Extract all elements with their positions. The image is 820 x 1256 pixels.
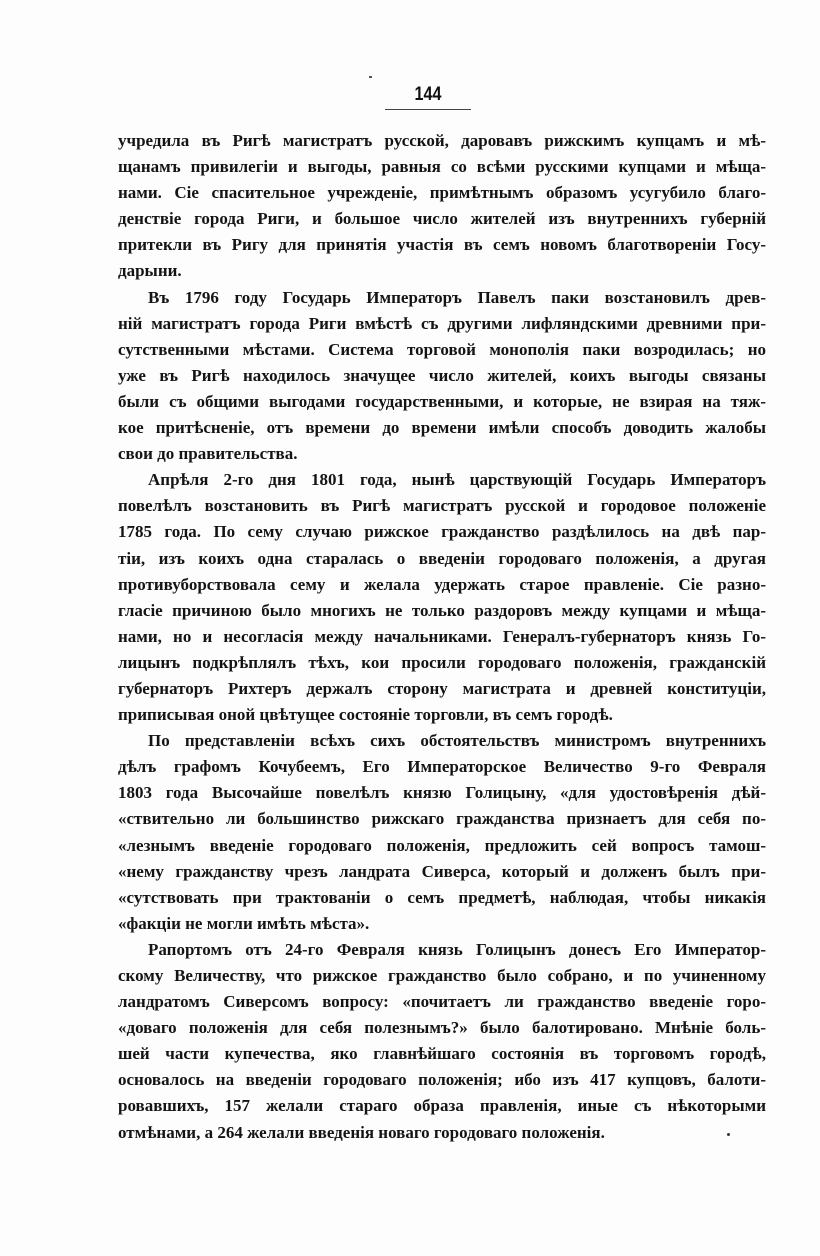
paragraph bbox=[118, 128, 766, 285]
page-number: 144 bbox=[414, 84, 442, 105]
text-line: 1803 года Высочайше повелѣлъ князю Голицыну, «для удостовѣренія дѣй- bbox=[118, 783, 766, 803]
text-line: кое притѣсненіе, отъ времени до времени имѣли способъ доводить жалобы bbox=[118, 418, 766, 438]
paragraph bbox=[118, 285, 766, 468]
text-line: основалось на введеніи городоваго положенія; ибо изъ 417 купцовъ, балоти- bbox=[118, 1070, 766, 1090]
paragraph bbox=[118, 467, 766, 728]
text-line: По представленіи всѣхъ сихъ обстоятельствъ министромъ внутреннихъ bbox=[148, 731, 766, 751]
text-line: «нему гражданству чрезъ ландрата Сиверса, который и долженъ былъ при- bbox=[118, 861, 766, 881]
print-speck bbox=[369, 76, 372, 78]
text-line: лицынъ подкрѣплялъ тѣхъ, кои просили городоваго положенія, гражданскій bbox=[118, 652, 766, 672]
text-line: притекли въ Ригу для принятія участія въ семъ новомъ благотвореніи Госу- bbox=[118, 235, 766, 255]
text-line: приписывая оной цвѣтущее состояніе торговли, въ семъ городѣ. bbox=[118, 705, 613, 725]
text-line: «факціи не могли имѣть мѣста». bbox=[118, 913, 370, 933]
text-line: сутственными мѣстами. Система торговой монополія паки возродилась; но bbox=[118, 339, 766, 359]
text-line: губернаторъ Рихтеръ держалъ сторону магистрата и древней конституціи, bbox=[118, 678, 766, 698]
text-line: были съ общими выгодами государственными, и которые, не взирая на тяж- bbox=[118, 391, 766, 411]
text-line: учредила въ Ригѣ магистратъ русской, даровавъ рижскимъ купцамъ и мѣ- bbox=[118, 131, 766, 150]
body-text bbox=[118, 128, 766, 1146]
text-line: «ствительно ли большинство рижскаго гражданства признаетъ для себя по- bbox=[118, 809, 766, 829]
text-line: «доваго положенія для себя полезнымъ?» было балотировано. Мнѣніе боль- bbox=[118, 1018, 766, 1038]
text-line: дѣлъ графомъ Кочубеемъ, Его Императорское Величество 9-го Февраля bbox=[118, 757, 766, 777]
text-line: свои до правительства. bbox=[118, 444, 298, 464]
text-line: ландратомъ Сиверсомъ вопросу: «почитаетъ ли гражданство введеніе горо- bbox=[118, 992, 766, 1012]
text-line: «лезнымъ введеніе городоваго положенія, предложить сей вопросъ тамош- bbox=[118, 835, 766, 855]
text-line: денствіе города Риги, и большое число жителей изъ внутреннихъ губерній bbox=[118, 209, 766, 229]
page-number-rule bbox=[385, 109, 471, 110]
text-line: Рапортомъ отъ 24-го Февраля князь Голицынъ донесъ Его Император- bbox=[148, 939, 766, 959]
text-line: тіи, изъ коихъ одна старалась о введеніи городоваго положенія, а другая bbox=[118, 548, 766, 568]
text-line: 1785 года. По сему случаю рижское гражданство раздѣлилось на двѣ пар- bbox=[118, 522, 766, 542]
text-line: «сутствовать при трактованіи о семъ предметѣ, наблюдая, чтобы никакія bbox=[118, 887, 766, 907]
paragraph bbox=[118, 728, 766, 937]
text-line: уже въ Ригѣ находилось значущее число жителей, коихъ выгоды связаны bbox=[118, 365, 766, 385]
text-line: противуборствовала сему и желала удержать старое правленіе. Сіе разно- bbox=[118, 574, 766, 594]
text-line: ній магистратъ города Риги вмѣстѣ съ другими лифляндскими древними при- bbox=[118, 313, 766, 333]
text-line: нами. Сіе спасительное учрежденіе, примѣтнымъ образомъ усугубило благо- bbox=[118, 183, 766, 203]
paragraph bbox=[118, 937, 766, 1146]
text-line: ровавшихъ, 157 желали стараго образа правленія, иные съ нѣкоторыми bbox=[118, 1096, 766, 1116]
text-line: шей части купечества, яко главнѣйшаго состоянія въ торговомъ городѣ, bbox=[118, 1044, 766, 1064]
text-line: Въ 1796 году Государь Императоръ Павелъ паки возстановилъ древ- bbox=[148, 287, 766, 307]
text-line: дарыни. bbox=[118, 261, 182, 281]
text-line: повелѣлъ возстановить въ Ригѣ магистратъ русской и городовое положеніе bbox=[118, 496, 766, 516]
text-line: щанамъ привилегіи и выгоды, равныя со всѣми русскими купцами и мѣща- bbox=[118, 157, 766, 177]
print-speck bbox=[727, 1133, 730, 1136]
text-line: Апрѣля 2-го дня 1801 года, нынѣ царствующій Государь Императоръ bbox=[148, 470, 766, 490]
text-line: скому Величеству, что рижское гражданство было собрано, и по учиненному bbox=[118, 966, 766, 985]
text-line: гласіе причиною было многихъ не только раздоровъ между купцами и мѣща- bbox=[118, 600, 766, 620]
text-line: отмѣнами, а 264 желали введенія новаго городоваго положенія. bbox=[118, 1122, 605, 1142]
text-line: нами, но и несогласія между начальниками. Генералъ-губернаторъ князь Го- bbox=[118, 626, 766, 646]
